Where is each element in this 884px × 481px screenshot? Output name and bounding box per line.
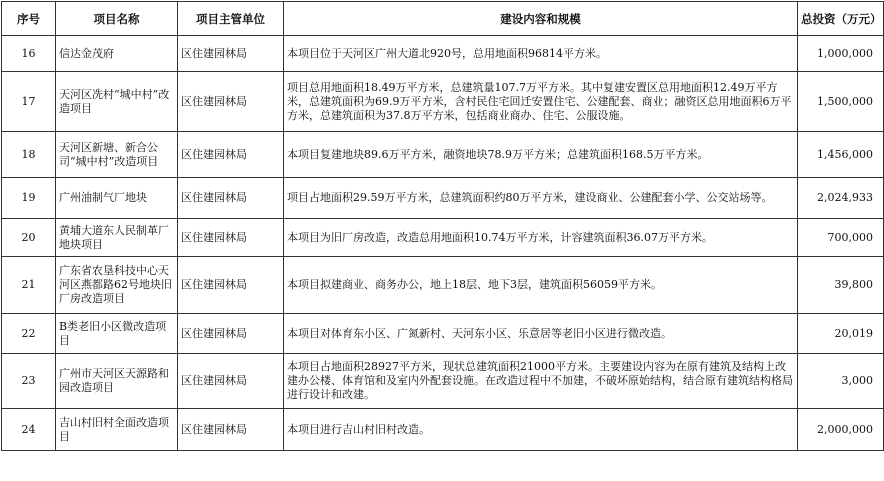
name-cell: 天河区冼村“城中村”改造项目 [56,72,178,132]
seq-cell: 22 [2,314,56,354]
table-row [2,132,884,178]
name-cell: 吉山村旧村全面改造项目 [56,409,178,451]
content-cell: 本项目对体育东小区、广氮新村、天河东小区、乐意居等老旧小区进行微改造。 [284,314,798,354]
dept-cell: 区住建园林局 [178,219,284,257]
table-row [2,257,884,314]
content-cell: 本项目拟建商业、商务办公，地上18层、地下3层，建筑面积56059平方米。 [284,257,798,314]
amount-cell: 39,800 [798,257,884,314]
name-cell: 广东省农垦科技中心天河区燕都路62号地块旧厂房改造项目 [56,257,178,314]
content-cell: 项目占地面积29.59万平方米，总建筑面积约80万平方米，建设商业、公建配套小学、公交站场等。 [284,178,798,219]
amount-cell: 700,000 [798,219,884,257]
name-cell: 黄埔大道东人民制革厂地块项目 [56,219,178,257]
amount-cell: 2,000,000 [798,409,884,451]
seq-cell: 21 [2,257,56,314]
seq-cell: 18 [2,132,56,178]
header-dept: 项目主管单位 [178,2,284,36]
table-row [2,219,884,257]
header-seq: 序号 [2,2,56,36]
table-row [2,354,884,409]
header-amount: 总投资（万元） [798,2,884,36]
name-cell: 天河区新塘、新合公司“城中村”改造项目 [56,132,178,178]
header-content: 建设内容和规模 [284,2,798,36]
content-cell: 本项目位于天河区广州大道北920号，总用地面积96814平方米。 [284,36,798,72]
dept-cell: 区住建园林局 [178,178,284,219]
amount-cell: 1,456,000 [798,132,884,178]
dept-cell: 区住建园林局 [178,314,284,354]
dept-cell: 区住建园林局 [178,132,284,178]
dept-cell: 区住建园林局 [178,72,284,132]
content-cell: 本项目为旧厂房改造，改造总用地面积10.74万平方米，计容建筑面积36.07万平方米。 [284,219,798,257]
table-row [2,314,884,354]
table-row [2,409,884,451]
dept-cell: 区住建园林局 [178,257,284,314]
amount-cell: 1,000,000 [798,36,884,72]
seq-cell: 17 [2,72,56,132]
amount-cell: 3,000 [798,354,884,409]
name-cell: 广州油制气厂地块 [56,178,178,219]
name-cell: 信达金茂府 [56,36,178,72]
content-cell: 本项目复建地块89.6万平方米，融资地块78.9万平方米；总建筑面积168.5万平方米。 [284,132,798,178]
dept-cell: 区住建园林局 [178,36,284,72]
header-row [2,2,884,36]
table-row [2,178,884,219]
amount-cell: 1,500,000 [798,72,884,132]
content-cell: 项目总用地面积18.49万平方米，总建筑量107.7万平方米。其中复建安置区总用地面积12.49万平方米，总建筑面积为69.9万平方米，含村民住宅回迁安置住宅、公建配套、商业；融资区总用地面积6万平方米，总建筑面积为37.8万平方米，包括商业商办、住宅、公服设施。 [284,72,798,132]
content-cell: 本项目进行吉山村旧村改造。 [284,409,798,451]
name-cell: B类老旧小区微改造项目 [56,314,178,354]
table-row [2,72,884,132]
seq-cell: 16 [2,36,56,72]
header-name: 项目名称 [56,2,178,36]
content-cell: 本项目占地面积28927平方米，现状总建筑面积21000平方米。主要建设内容为在原有建筑及结构上改建办公楼、体育馆和及室内外配套设施。在改造过程中不加建，不破坏原始结构，结合原有建筑结构格局进行设计和改建。 [284,354,798,409]
dept-cell: 区住建园林局 [178,354,284,409]
seq-cell: 23 [2,354,56,409]
amount-cell: 2,024,933 [798,178,884,219]
investment-table [1,1,884,451]
table-row [2,36,884,72]
amount-cell: 20,019 [798,314,884,354]
name-cell: 广州市天河区天源路和园改造项目 [56,354,178,409]
dept-cell: 区住建园林局 [178,409,284,451]
seq-cell: 20 [2,219,56,257]
seq-cell: 24 [2,409,56,451]
seq-cell: 19 [2,178,56,219]
